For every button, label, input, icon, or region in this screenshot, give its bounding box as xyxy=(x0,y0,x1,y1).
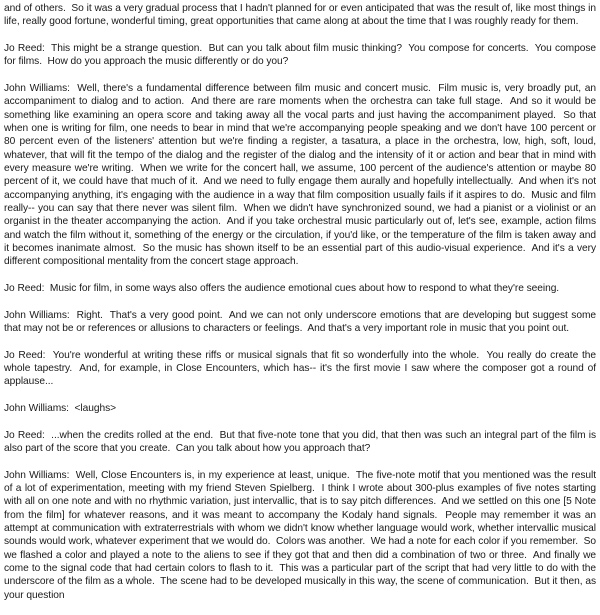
paragraph-question-emotional-cues: Jo Reed: Music for film, in some ways also offers the audience emotional cues about how to respond to what they're seeing. xyxy=(4,283,560,295)
paragraph-intro-continuation: and of others. So it was a very gradual process that I hadn't planned for or even anticipated that was the result of, like most things in life, really good fortune, wonderful timing, great opportunities that came along at about the time that I was roughly ready for them. xyxy=(4,3,599,28)
paragraph-laughs: John Williams: <laughs> xyxy=(4,403,117,415)
document-page xyxy=(4,0,599,615)
paragraph-question-five-note: Jo Reed: ...when the credits rolled at the end. But that five-note tone that you did, that then was such an integral part of the film is also part of the score that you create. Can you talk about how you approach that? xyxy=(4,429,599,455)
paragraph-answer-emotional-cues: John Williams: Right. That's a very good point. And we can not only underscore emotions that are developing but suggest some that may not be or references or allusions to characters or feelings. And that's a very important role in music that you point out. xyxy=(4,309,599,335)
paragraph-answer-close-encounters: John Williams: Well, Close Encounters is, in my experience at least, unique. The five-note motif that you mentioned was the result of a lot of experimentation, meeting with my friend Steven Spielberg. I think I wrote about 300-plus examples of five notes starting with all on one note and with no rhythmic variation, just intervallic, that is to say pitch differences. And we settled on this one [5 Note from the film] for whatever reasons, and it was meant to accompany the Kodaly hand signals. People may remember it was an attempt at communication with extraterrestrials with whom we didn't know whether language would work, whether intervallic musical sounds would work, whatever experiment that we would do. Colors was another. We had a note for each color if you remember. So we flashed a color and played a note to the aliens to see if they got that and then did a combination of two or three. And finally we come to the signal code that had certain colors to flash to it. This was a particular part of the script that had very little to do with the underscore of the film as a whole. The scene had to be developed musically in this way, the scene of communication. But it then, as your question xyxy=(4,469,599,601)
paragraph-answer-film-vs-concert: John Williams: Well, there's a fundamental difference between film music and concert music. Film music is, very broadly put, an accompaniment to dialog and to action. And there are rare moments when the orchestra can take full stage. And so it would be something like examining an opera score and taking away all the vocal parts and just having the accompaniment played. So that when one is writing for film, one needs to bear in mind that we're accompanying people speaking and we don't have 100 percent or 80 percent even of the listeners' attention but we're finding a register, a tasatura, a place in the orchestra, low, high, soft, loud, whatever, that will fit the tempo of the dialog and the register of the dialog and the intensity of it or action and bear that in mind with every measure we're writing. When we write for the concert hall, we assume, 100 percent of the audience's attention or maybe 80 percent of it, we could have that much of it. And we need to fully engage them aurally and hopefully intellectually. And when it's not accompanying anything, it's engaging with the audience in a way that film composition usually fails if it aspires to do. Music and film really-- you can say that there never was silent film. When we didn't have synchronized sound, we had a pianist or a violinist or an organist in the theater accompanying the action. And if you take orchestral music particularly out of, let's see, example, action films and watch the film without it, something of the energy or the circulation, if you'd like, or the temperature of the film is taken away and it becomes inanimate almost. So the music has shown itself to be an essential part of this audio-visual experience. And it's a very different compositional mentality from the concert stage approach. xyxy=(4,82,599,268)
paragraph-question-film-music: Jo Reed: This might be a strange question. But can you talk about film music thinking? You compose for concerts. You compose for films. How do you approach the music differently or do you? xyxy=(4,42,599,68)
paragraph-question-riffs: Jo Reed: You're wonderful at writing these riffs or musical signals that fit so wonderfully into the whole. You really do create the whole tapestry. And, for example, in Close Encounters, which has-- it's the first movie I saw where the composer got a round of applause... xyxy=(4,349,599,388)
